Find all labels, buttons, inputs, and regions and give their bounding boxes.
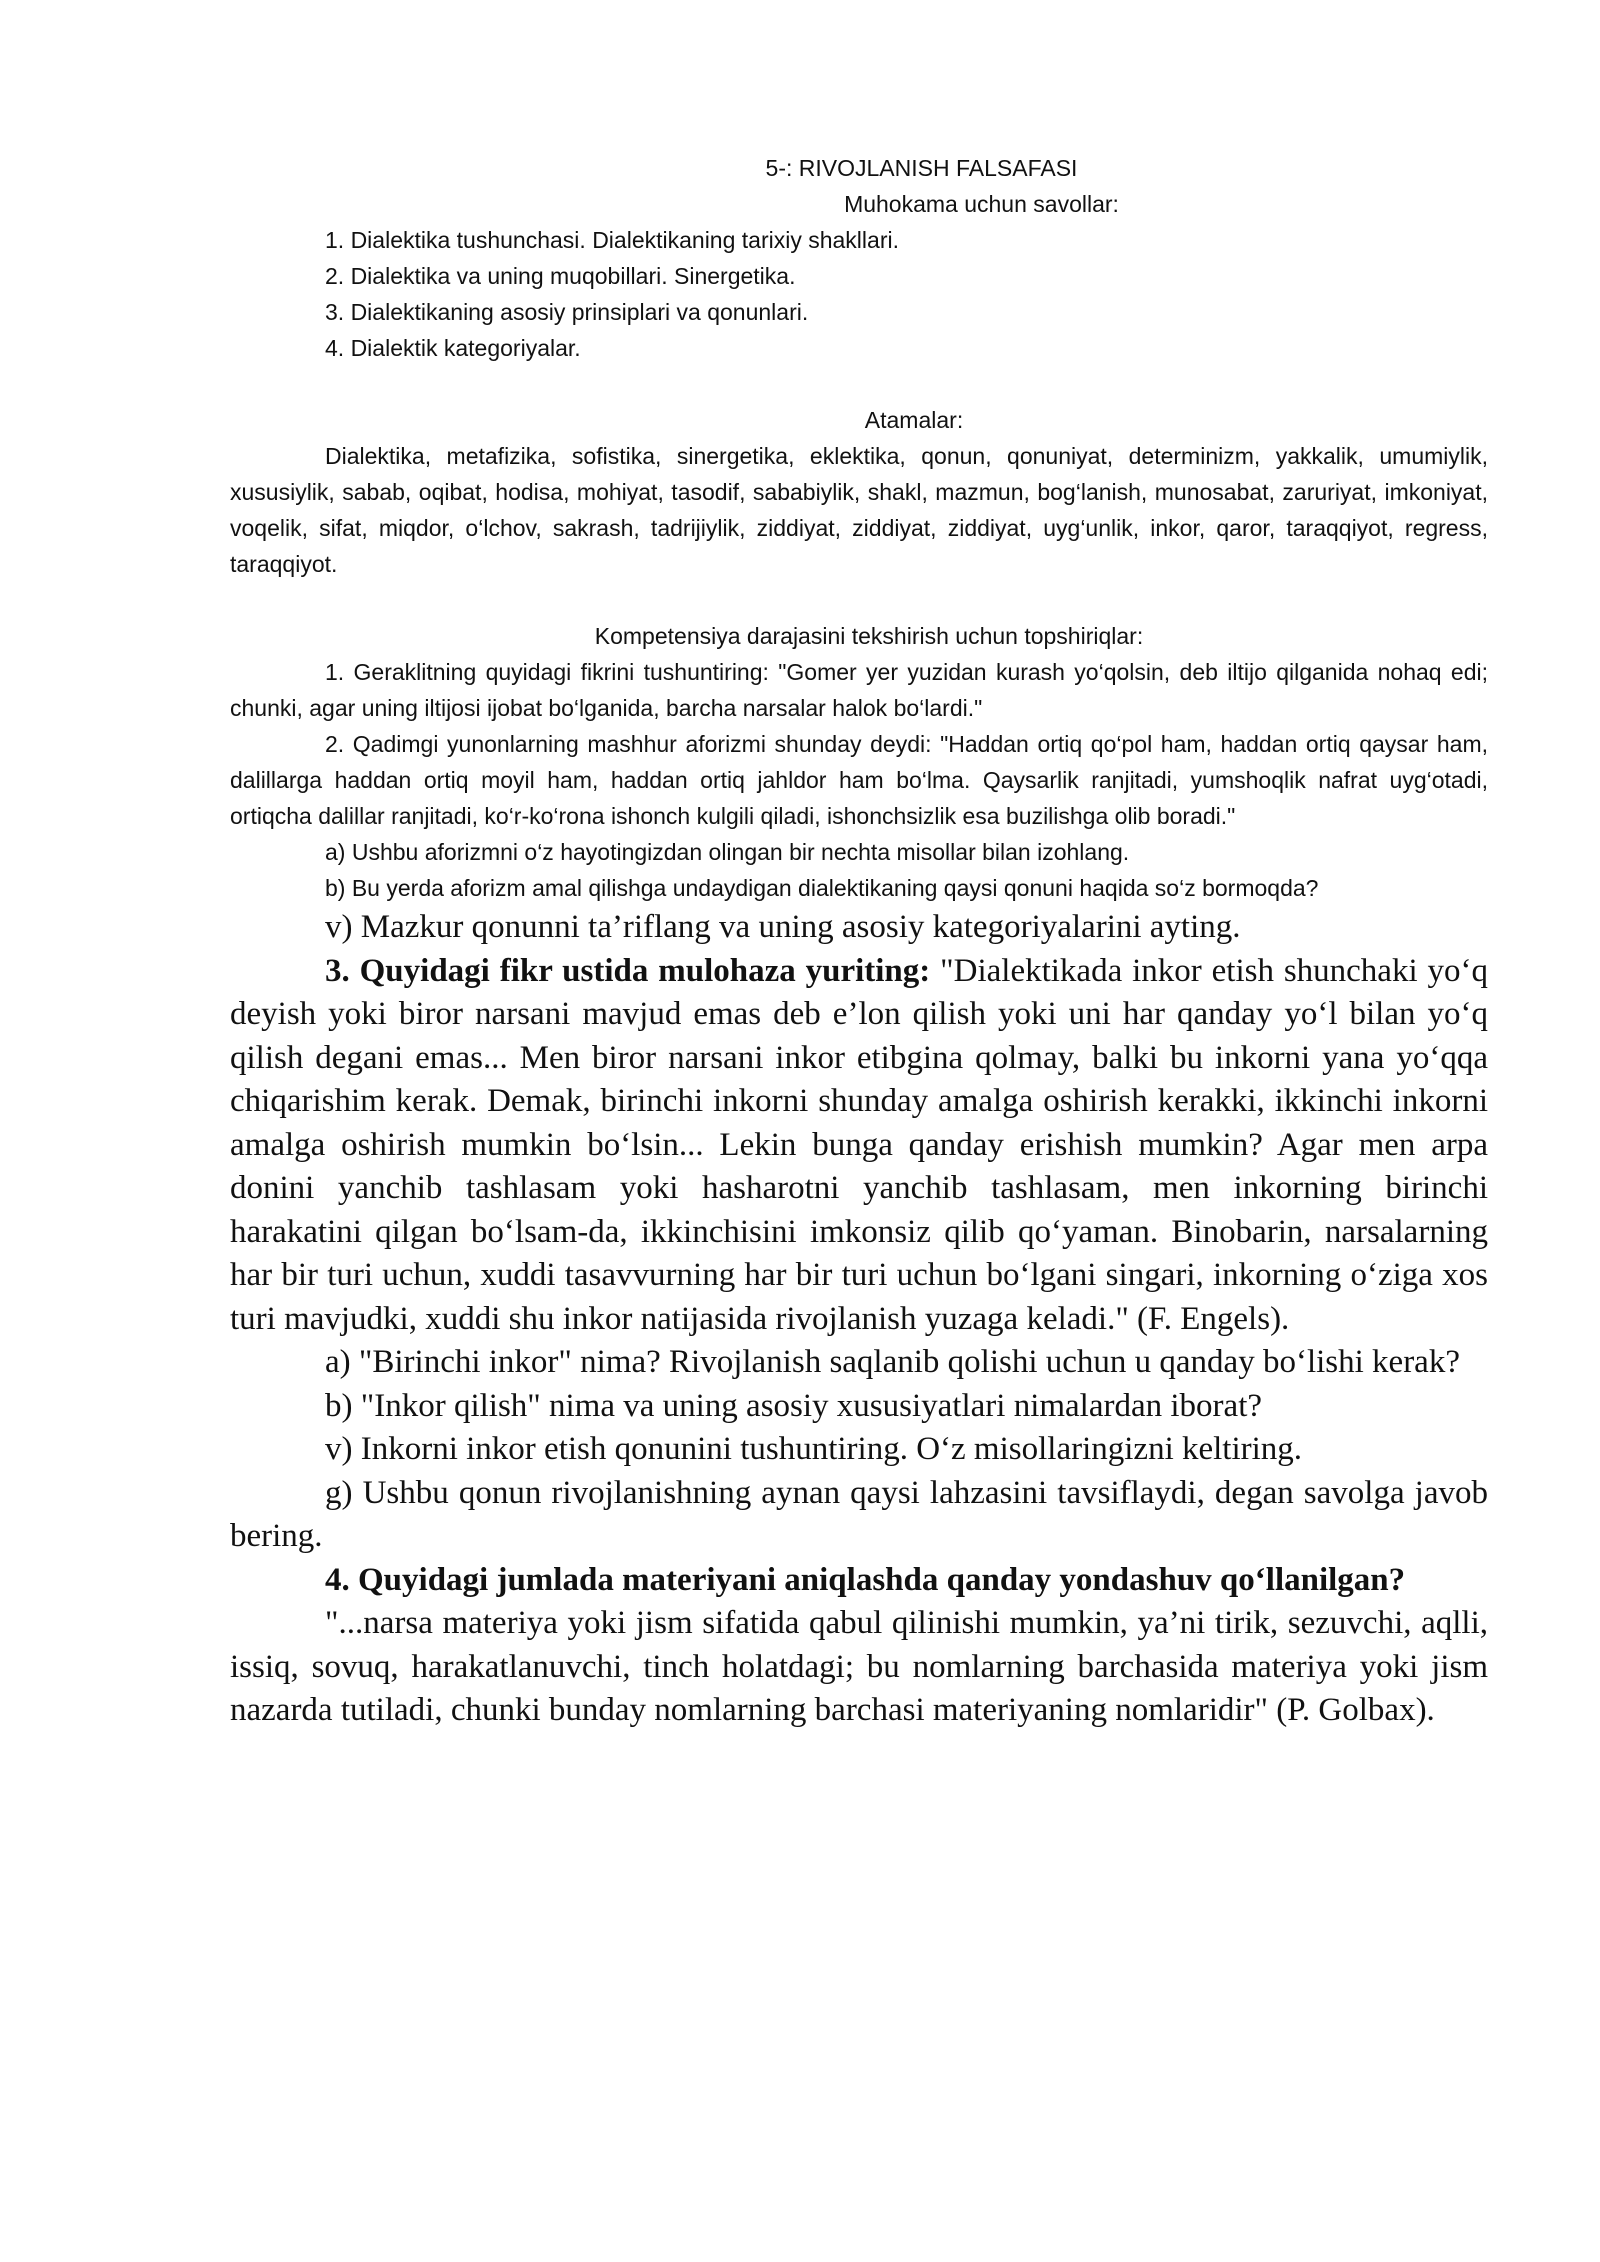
- tasks-heading: Kompetensiya darajasini tekshirish uchun topshiriqlar:: [594, 623, 1144, 649]
- task-2-v: v) Mazkur qonunni ta’riflang va uning asosiy kategoriyalarini ayting.: [325, 909, 1241, 945]
- task-4-quote: "...narsa materiya yoki jism sifatida qabul qilinishi mumkin, ya’ni tirik, sezuvchi, aqlli, issiq, sovuq, harakatlanuvchi, tinch holatdagi; bu nomlarning barchasida materiya yoki jism nazarda tutiladi, chunki bunday nomlarning barchasi materiyaning nomlaridir" (P. Golbax).: [230, 1605, 1488, 1728]
- question-item: 2. Dialektika va uning muqobillari. Sinergetika.: [325, 263, 796, 289]
- task-3-lead: 3. Quyidagi fikr ustida mulohaza yuriting:: [325, 952, 931, 989]
- chapter-title: 5-: RIVOJLANISH FALSAFASI: [765, 155, 1078, 181]
- task-2-b: b) Bu yerda aforizm amal qilishga undaydigan dialektikaning qaysi qonuni haqida so‘z bormoqda?: [325, 875, 1319, 901]
- task-3-text: "Dialektikada inkor etish shunchaki yo‘q deyish yoki biror narsani mavjud emas deb e’lon qilish yoki uni har qanday yo‘l bilan yo‘q qilish degani emas... Men biror narsani inkor etibgina qolmay, balki bu inkorni yana yo‘qqa chiqarishim kerak. Demak, birinchi inkorni shunday amalga oshirish kerakki, ikkinchi inkorni amalga oshirish mumkin bo‘lsin... Lekin bunga qanday erishish mumkin? Agar men arpa donini yanchib tashlasam yoki hasharotni yanchib tashlasam, men inkorning birinchi harakatini qilgan bo‘lsam-da, ikkinchisini imkonsiz qilib qo‘yaman. Binobarin, narsalarning har bir turi uchun, xuddi tasavvurning har bir turi uchun bo‘lgani singari, inkorning o‘ziga xos turi mavjudki, xuddi shu inkor natijasida rivojlanish yuzaga keladi." (F. Engels).: [230, 952, 1488, 1337]
- task-3: [230, 950, 1488, 1342]
- document-page: [230, 150, 1488, 1733]
- terms-paragraph: Dialektika, metafizika, sofistika, sinergetika, eklektika, qonun, qonuniyat, determinizm, yakkalik, umumiylik, xususiylik, sabab, oqibat, hodisa, mohiyat, tasodif, sababiylik, shakl, mazmun, bog‘lanish, munosabat, zaruriyat, imkoniyat, voqelik, sifat, miqdor, o‘lchov, sakrash, tadrijiylik, ziddiyat, ziddiyat, ziddiyat, uyg‘unlik, inkor, qaror, taraqqiyot, regress, taraqqiyot.: [230, 443, 1488, 577]
- task-1: 1. Geraklitning quyidagi fikrini tushuntiring: "Gomer yer yuzidan kurash yo‘qolsin, deb iltijo qilganida nohaq edi; chunki, agar uning iltijosi ijobat bo‘lganida, barcha narsalar halok bo‘lardi.": [230, 659, 1488, 721]
- question-item: 3. Dialektikaning asosiy prinsiplari va qonunlari.: [325, 299, 809, 325]
- task-2: 2. Qadimgi yunonlarning mashhur aforizmi shunday deydi: "Haddan ortiq qo‘pol ham, haddan ortiq qaysar ham, dalillarga haddan ortiq moyil ham, haddan ortiq jahldor ham bo‘lma. Qaysarlik ranjitadi, yumshoqlik nafrat uyg‘otadi, ortiqcha dalillar ranjitadi, ko‘r-ko‘rona ishonch kulgili qiladi, ishonchsizlik esa buzilishga olib boradi.": [230, 731, 1488, 829]
- terms-heading: Atamalar:: [864, 407, 964, 433]
- question-item: 4. Dialektik kategoriyalar.: [325, 335, 581, 361]
- task-4-heading: [230, 1559, 1488, 1603]
- discussion-questions-heading: Muhokama uchun savollar:: [844, 191, 1119, 217]
- task-2-a: a) Ushbu aforizmni o‘z hayotingizdan olingan bir nechta misollar bilan izohlang.: [325, 839, 1130, 865]
- task-4-lead: 4. Quyidagi jumlada materiyani aniqlashda qanday yondashuv qo‘llanilgan?: [325, 1561, 1406, 1598]
- question-item: 1. Dialektika tushunchasi. Dialektikaning tarixiy shakllari.: [325, 227, 899, 253]
- task-3-g: g) Ushbu qonun rivojlanishning aynan qaysi lahzasini tavsiflaydi, degan savolga javob bering.: [230, 1474, 1488, 1554]
- task-3-v: v) Inkorni inkor etish qonunini tushuntiring. O‘z misollaringizni keltiring.: [325, 1431, 1303, 1467]
- task-3-b: b) "Inkor qilish" nima va uning asosiy xususiyatlari nimalardan iborat?: [325, 1387, 1263, 1424]
- task-3-a: a) "Birinchi inkor" nima? Rivojlanish saqlanib qolishi uchun u qanday bo‘lishi kerak?: [325, 1344, 1460, 1380]
